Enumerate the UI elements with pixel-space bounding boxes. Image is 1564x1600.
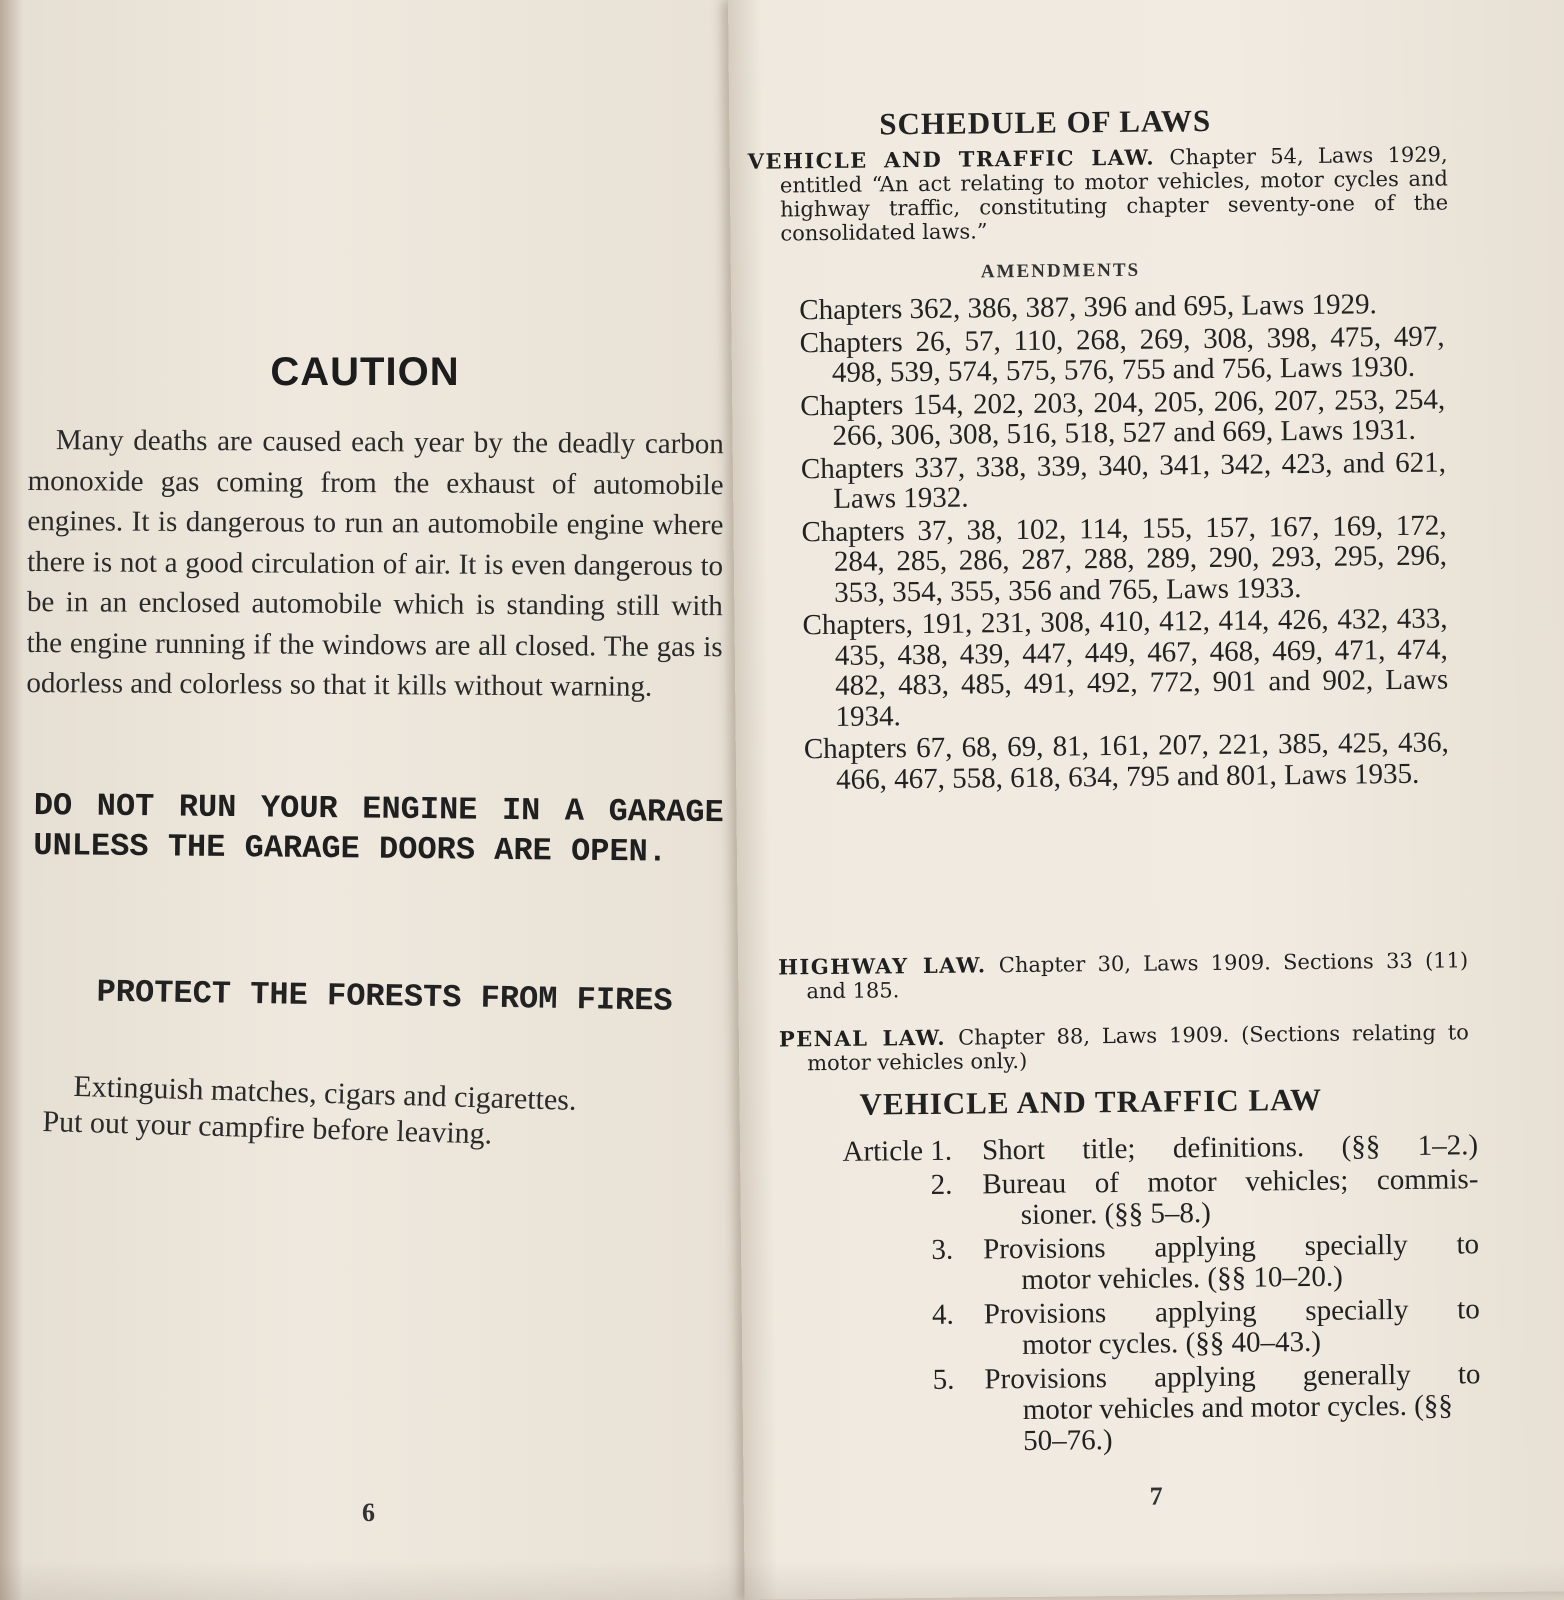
amendment-item: Chapters 154, 202, 203, 204, 205, 206, 207, 253, 254, 266, 306, 308, 516, 518, 527 and 669, Laws 1931. [800, 383, 1446, 452]
caution-paragraph [26, 420, 724, 708]
schedule-heading: SCHEDULE OF LAWS [879, 102, 1212, 142]
article-title: Provisions applying generally to [984, 1358, 1481, 1396]
highway-law-entry [778, 948, 1468, 1003]
article-row [786, 1164, 1487, 1233]
article-title: Provisions applying specially to [982, 1228, 1480, 1266]
highway-law-text: Chapter 30, Laws 1909. Sections 33 (11) and 185. [806, 948, 1469, 1004]
forests-text [42, 1068, 734, 1159]
amendments-list [799, 289, 1449, 798]
right-page [728, 0, 1564, 1600]
vehicle-traffic-law-entry [748, 142, 1449, 245]
article-title: Short title; definitions. (§§ 1–2.) [981, 1129, 1479, 1167]
amendment-item: Chapters 37, 38, 102, 114, 155, 157, 167, 169, 172, 284, 285, 286, 287, 288, 289, 290, 293, 295, 296, 353, 354, 355, 356 and 765, Laws 1933. [801, 509, 1448, 609]
articles-list [786, 1130, 1489, 1462]
page-number-right: 7 [1149, 1481, 1163, 1511]
article-row [787, 1229, 1488, 1298]
article-title-cont: motor vehicles and motor cycles. (§§ 50–76.) [1022, 1389, 1453, 1457]
amendment-item: Chapters, 191, 231, 308, 410, 412, 414, 426, 432, 433, 435, 438, 439, 447, 449, 467, 468, 469, 471, 474, 482, 483, 485, 491, 492, 772, 901 and 902, Laws 1934. [802, 602, 1449, 733]
caution-heading: CAUTION [270, 350, 460, 394]
article-row [788, 1294, 1489, 1363]
article-label: 5. [932, 1363, 955, 1396]
vehicle-traffic-law-heading: VEHICLE AND TRAFFIC LAW [859, 1081, 1323, 1122]
article-title-cont: sioner. (§§ 5–8.) [1020, 1197, 1211, 1232]
article-title: Provisions applying specially to [983, 1293, 1480, 1331]
amendment-item: Chapters 337, 338, 339, 340, 341, 342, 423, and 621, Laws 1932. [800, 446, 1447, 515]
article-label: 2. [930, 1168, 953, 1201]
highway-law-label: HIGHWAY LAW. [777, 952, 987, 980]
table-surface [0, 1560, 1564, 1600]
penal-law-text: Chapter 88, Laws 1909. (Sections relating to motor vehicles only.) [807, 1020, 1469, 1076]
forests-line-1: Extinguish matches, cigars and cigarettes. [73, 1069, 577, 1117]
amendment-item: Chapters 67, 68, 69, 81, 161, 207, 221, 385, 425, 436, 466, 467, 558, 618, 634, 795 and 801, Laws 1935. [803, 726, 1449, 796]
garage-warning: DO NOT RUN YOUR ENGINE IN A GARAGE UNLESS THE GARAGE DOORS ARE OPEN. [33, 786, 724, 871]
article-title: Bureau of motor vehicles; commis- [982, 1163, 1479, 1201]
article-title-cont: motor cycles. (§§ 40–43.) [1021, 1325, 1322, 1361]
article-title-cont: motor vehicles. (§§ 10–20.) [1021, 1260, 1343, 1296]
article-label: Article 1. [842, 1134, 953, 1168]
page-number-left: 6 [362, 1498, 375, 1527]
article-row [786, 1130, 1486, 1168]
vehicle-traffic-law-text: Chapter 54, Laws 1929, entitled “An act relating to motor vehicles, motor cycles and highway traffic, constituting chapter seventy-one of the consolidated laws.” [779, 142, 1449, 246]
article-row [788, 1359, 1489, 1459]
left-page [0, 0, 770, 1600]
penal-law-label: PENAL LAW. [778, 1024, 947, 1052]
forests-heading: PROTECT THE FORESTS FROM FIRES [96, 973, 673, 1020]
amendments-heading: AMENDMENTS [980, 259, 1141, 283]
article-label: 4. [931, 1298, 954, 1331]
penal-law-entry [779, 1020, 1469, 1075]
caution-text: Many deaths are caused each year by the deadly carbon monoxide gas coming from the exhaust of automobile engines. It is dangerous to run an automobile engine where there is not a good circulation of air. It is even dangerous to be in an enclosed automobile which is standing still with the engine running if the windows are all closed. The gas is odorless and colorless so that it kills without warning. [26, 424, 724, 703]
vehicle-traffic-law-label: VEHICLE AND TRAFFIC LAW. [747, 144, 1156, 174]
forests-line-2: Put out your campfire before leaving. [42, 1104, 493, 1151]
amendment-item: Chapters 362, 386, 387, 396 and 695, Laws 1929. [799, 288, 1377, 327]
article-label: 3. [931, 1233, 954, 1266]
amendment-item: Chapters 26, 57, 110, 268, 269, 308, 398, 475, 497, 498, 539, 574, 575, 576, 755 and 756, Laws 1930. [799, 320, 1445, 389]
